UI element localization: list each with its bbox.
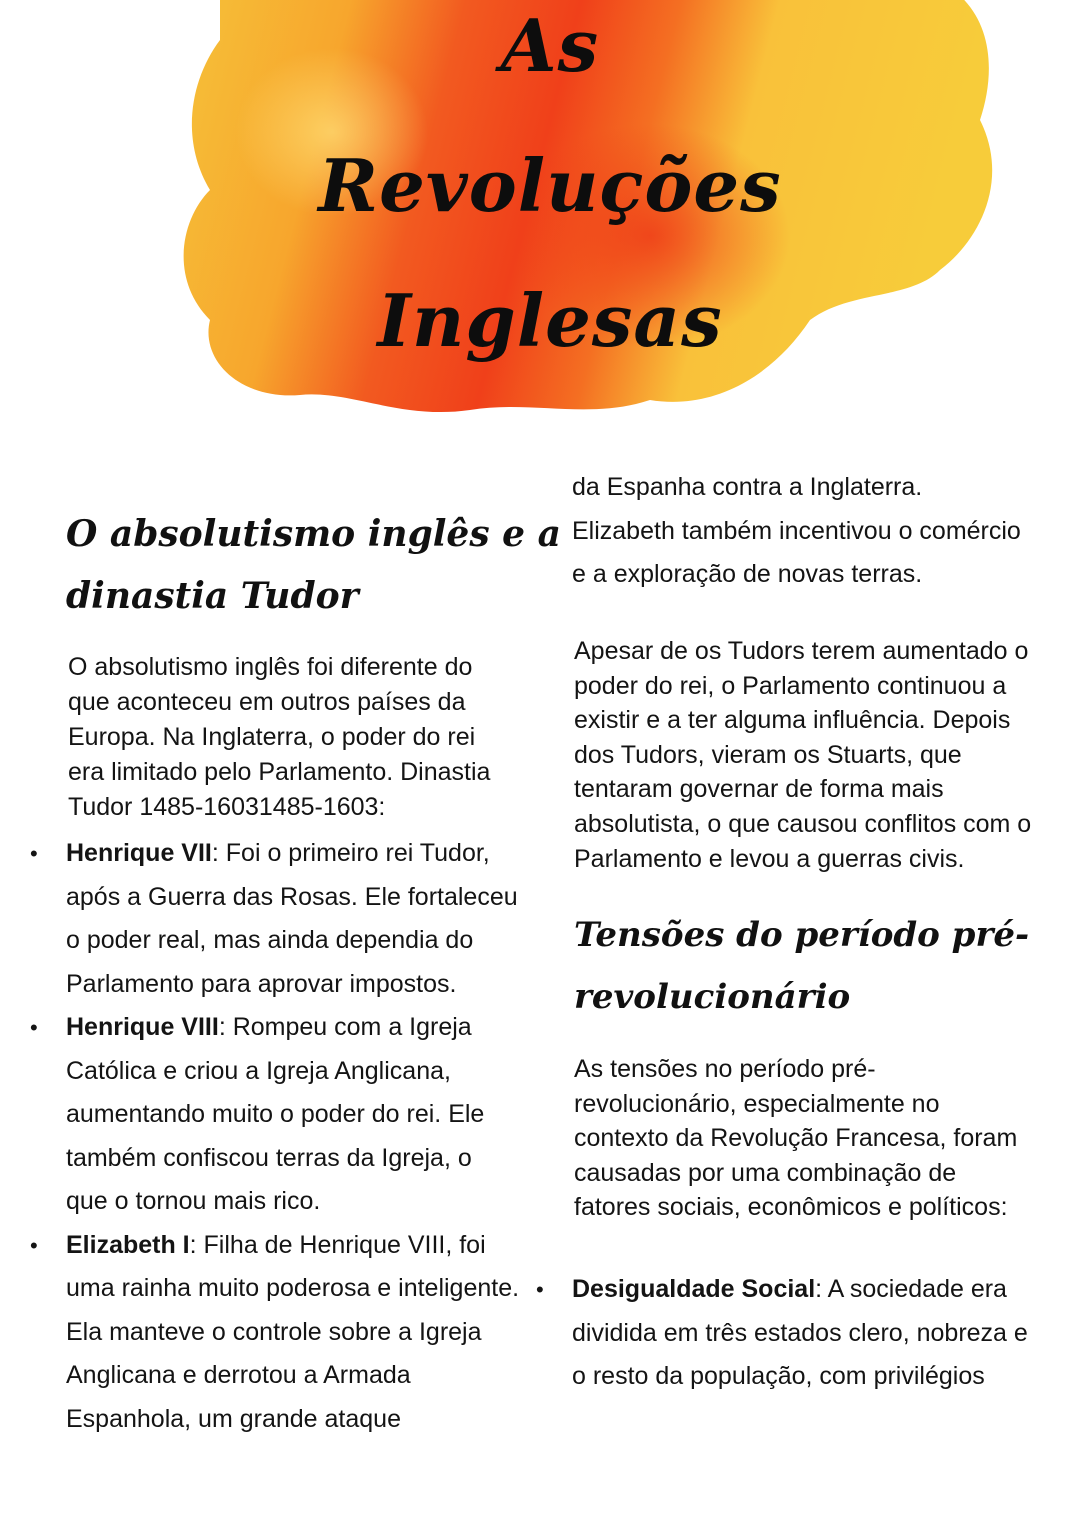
bullet-text: : Rompeu com a Igreja Católica e criou a Igreja Anglicana, aumentando muito o poder do rei. Ele também confiscou terras da Igreja, o que o tornou mais rico. (66, 1013, 485, 1215)
section1-bullet-list (30, 832, 520, 1441)
bullet-name: Desigualdade Social (572, 1275, 816, 1303)
section1-continuation-1: da Espanha contra a Inglaterra. Elizabeth também incentivou o comércio e a exploração de novas terras. (572, 473, 1021, 588)
bullet-name: Henrique VIII (66, 1013, 219, 1041)
bullet-name: Henrique VII (66, 839, 212, 867)
page-title-line-2: Revoluções (318, 143, 782, 228)
section1-continuation-2: Apesar de os Tudors terem aumentado o poder do rei, o Parlamento continuou a existir e a ter alguma influência. Depois dos Tudors, vieram os Stuarts, que tentaram governar de forma mais absolutista, o que causou conflitos com o Parlamento e levou a guerras civis. (574, 637, 1032, 873)
list-item (30, 1224, 520, 1442)
section2-heading-line-2: revolucionário (574, 977, 851, 1017)
bullet-text: : Foi o primeiro rei Tudor, após a Guerra das Rosas. Ele fortaleceu o poder real, mas ainda dependia do Parlamento para aprovar impostos. (66, 839, 518, 998)
section2-heading-line-1: Tensões do período pré- (574, 915, 1030, 955)
list-item (30, 1006, 520, 1224)
section1-heading-line-2: dinastia Tudor (66, 575, 359, 617)
page-title-line-3: Inglesas (377, 278, 723, 363)
list-item (30, 832, 520, 1006)
bullet-text: : Filha de Henrique VIII, foi uma rainha muito poderosa e inteligente. Ela manteve o controle sobre a Igreja Anglicana e derrotou a Armada Espanhola, um grande ataque (66, 1230, 520, 1433)
bullet-text: : A sociedade era dividida em três estados clero, nobreza e o resto da população, com privilégios (572, 1275, 1028, 1390)
section1-heading-line-1: O absolutismo inglês e a (66, 513, 561, 555)
section2-intro: As tensões no período pré-revolucionário, especialmente no contexto da Revolução Francesa, foram causadas por uma combinação de fatores sociais, econômicos e políticos: (574, 1055, 1018, 1222)
page-title-line-1: As (500, 3, 600, 88)
bullet-name: Elizabeth I (66, 1230, 190, 1259)
section1-intro: O absolutismo inglês foi diferente do que aconteceu em outros países da Europa. Na Inglaterra, o poder do rei era limitado pelo Parlamento. Dinastia Tudor 1485-16031485-1603: (68, 653, 491, 821)
list-item (536, 1268, 1036, 1399)
section2-bullet-list (536, 1268, 1036, 1399)
